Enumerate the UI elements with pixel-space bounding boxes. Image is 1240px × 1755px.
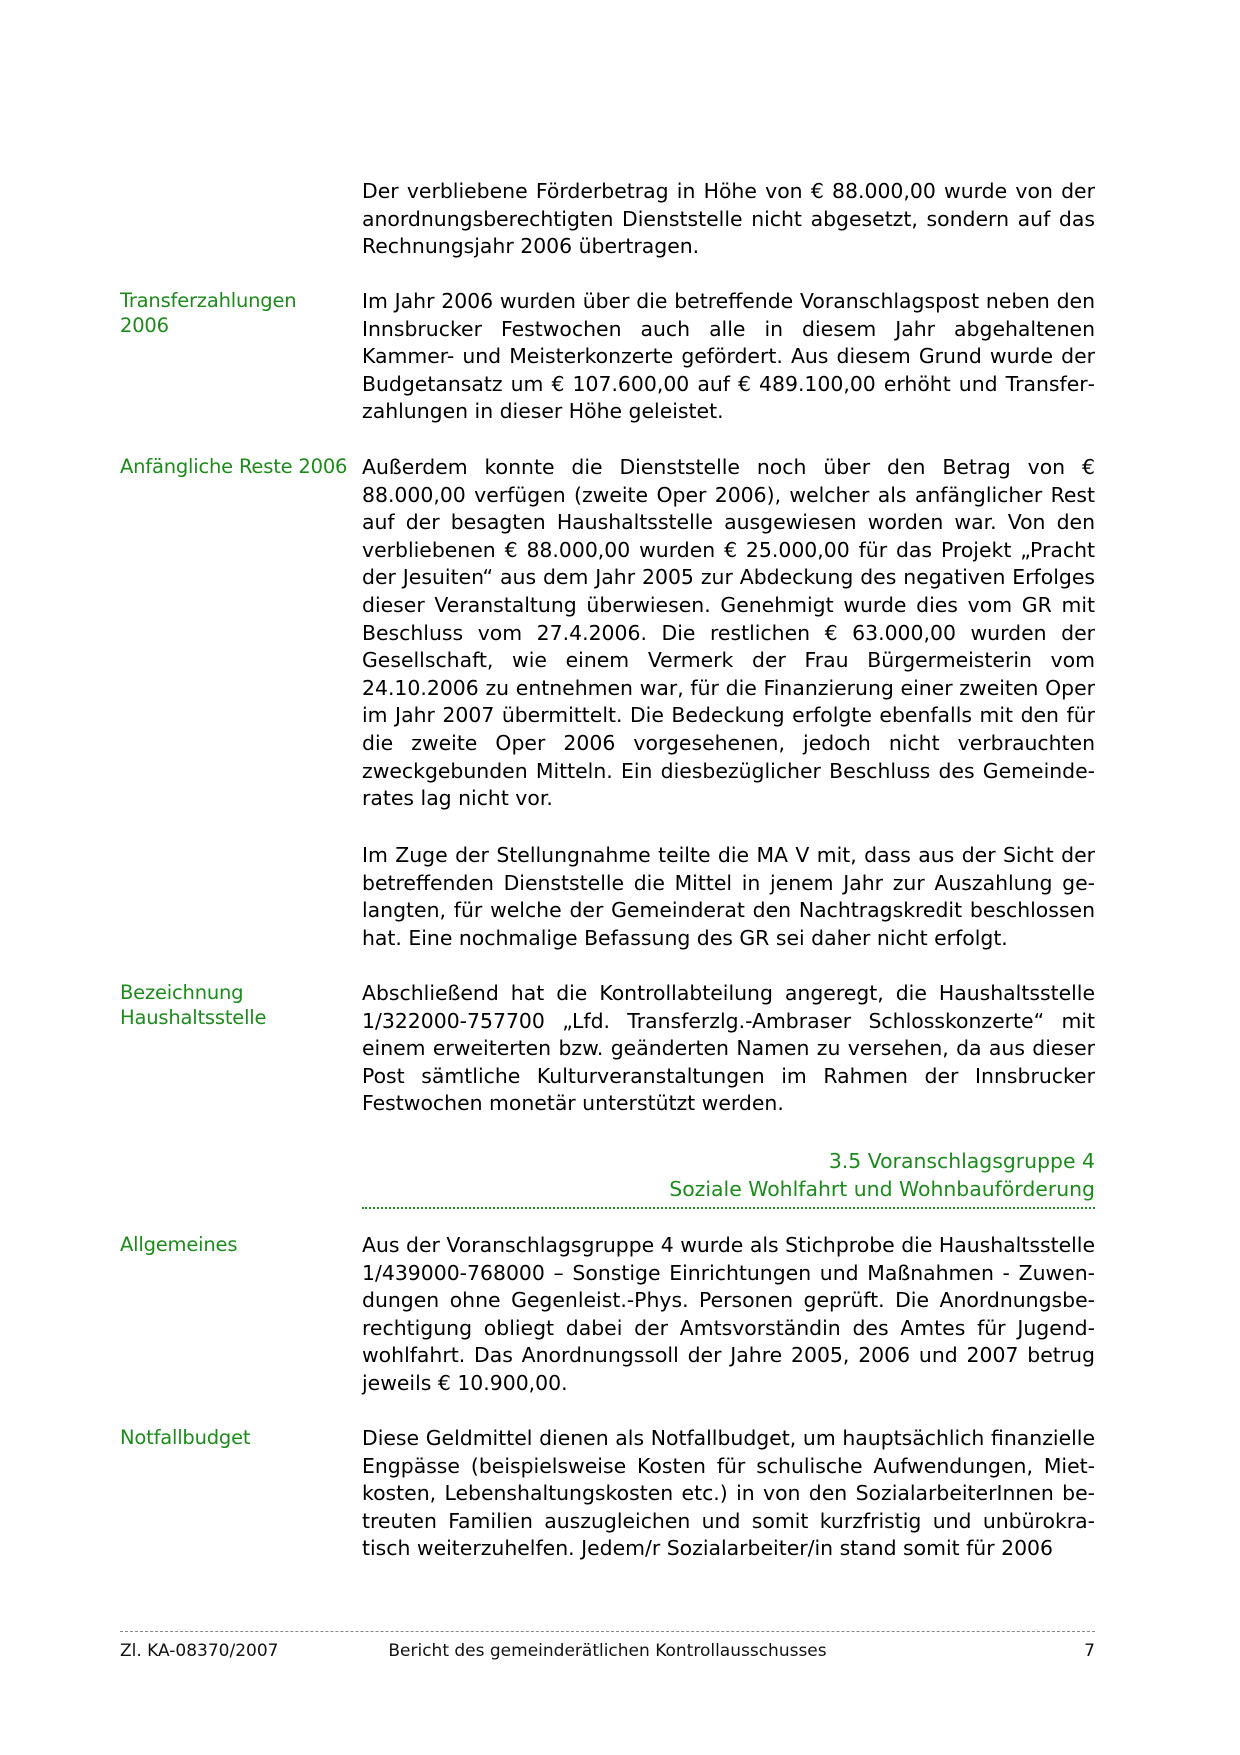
paragraph-block — [120, 288, 1095, 426]
paragraph-block — [120, 178, 1095, 261]
paragraph-text: Diese Geldmittel dienen als Notfallbudget, um hauptsächlich finanzielle Engpässe (beispielsweise Kosten für schulische Aufwendungen, Mietkosten, Lebenshaltungskosten etc.) in von den SozialarbeiterInnen betreuten Familien auszugleichen und somit kurzfristig und unbürokratisch weiterzuhelfen. Jedem/r Sozialarbeiter/in stand somit für 2006 — [362, 1426, 1095, 1561]
paragraph-text: Im Jahr 2006 wurden über die betreffende Voranschlagspost neben den Innsbrucker Festwochen auch alle in diesem Jahr abgehaltenen Kammer- und Meisterkonzerte gefördert. Aus diesem Grund wurde der Budgetansatz um € 107.600,00 auf € 489.100,00 erhöht und Transferzahlungen in dieser Höhe geleistet. — [362, 289, 1095, 424]
paragraph-text: Aus der Voranschlagsgruppe 4 wurde als Stichprobe die Haushaltsstelle 1/439000-768000 – Sonstige Einrichtungen und Maßnahmen - Zuwendungen ohne Gegenleist.-Phys. Personen geprüft. Die Anordnungsberechtigung obliegt dabei der Amtsvorständin des Amtes für Jugendwohlfahrt. Das Anordnungssoll der Jahre 2005, 2006 und 2007 betrug jeweils € 10.900,00. — [362, 1233, 1095, 1395]
paragraph-block — [120, 1425, 1095, 1563]
paragraph-block — [120, 1232, 1095, 1398]
section-heading-number: 3.5 Voranschlagsgruppe 4 — [828, 1149, 1095, 1173]
heading-divider — [362, 1207, 1095, 1209]
margin-note: Transferzahlungen 2006 — [120, 289, 297, 337]
paragraph-block — [120, 454, 1095, 813]
footer-divider — [120, 1631, 1095, 1632]
margin-note: Notfallbudget — [120, 1426, 251, 1449]
footer-title: Bericht des gemeinderätlichen Kontrollausschusses — [388, 1641, 827, 1661]
paragraph-text: Der verbliebene Förderbetrag in Höhe von € 88.000,00 wurde von der anordnungsberechtigten Dienststelle nicht abgesetzt, sondern auf das Rechnungsjahr 2006 übertragen. — [362, 179, 1095, 259]
section-heading-title: Soziale Wohlfahrt und Wohnbauförderung — [669, 1176, 1095, 1201]
page-number: 7 — [1084, 1641, 1095, 1661]
margin-note: Allgemeines — [120, 1233, 238, 1256]
paragraph-text: Außerdem konnte die Dienststelle noch über den Betrag von € 88.000,00 verfügen (zweite Oper 2006), welcher als anfänglicher Rest auf der besagten Haushaltsstelle ausgewiesen worden war. Von den verbliebenen € 88.000,00 wurden € 25.000,00 für das Projekt „Pracht der Jesuiten“ aus dem Jahr 2005 zur Abdeckung des negativen Erfolges dieser Veranstaltung überwiesen. Genehmigt wurde dies vom GR mit Beschluss vom 27.4.2006. Die restlichen € 63.000,00 wurden der Gesellschaft, wie einem Vermerk der Frau Bürgermeisterin vom 24.10.2006 zu entnehmen war, für die Finanzierung einer zweiten Oper im Jahr 2007 übermittelt. Die Bedeckung erfolgte ebenfalls mit den für die zweite Oper 2006 vorgesehenen, jedoch nicht verbrauchten zweckgebunden Mitteln. Ein diesbezüglicher Beschluss des Gemeinderates lag nicht vor. — [362, 455, 1095, 811]
paragraph-text: Abschließend hat die Kontrollabteilung angeregt, die Haushaltsstelle 1/322000-757700 „Lfd. Transferzlg.-Ambraser Schlosskonzerte“ mit einem erweiterten bzw. geänderten Namen zu versehen, da aus dieser Post sämtliche Kulturveranstaltungen im Rahmen der Innsbrucker Festwochen monetär unterstützt werden. — [362, 981, 1095, 1116]
margin-note: Bezeichnung Haushaltsstelle — [120, 981, 267, 1029]
paragraph-text: Im Zuge der Stellungnahme teilte die MA V mit, dass aus der Sicht der betreffenden Dienststelle die Mittel in jenem Jahr zur Auszahlung gelangten, für welche der Gemeinderat den Nachtragskredit beschlossen hat. Eine nochmalige Befassung des GR sei daher nicht erfolgt. — [362, 843, 1095, 950]
paragraph-block — [120, 980, 1095, 1118]
footer-reference: Zl. KA-08370/2007 — [120, 1641, 279, 1661]
section-heading — [362, 1148, 1095, 1203]
paragraph-block — [120, 842, 1095, 952]
margin-note: Anfängliche Reste 2006 — [120, 455, 348, 478]
